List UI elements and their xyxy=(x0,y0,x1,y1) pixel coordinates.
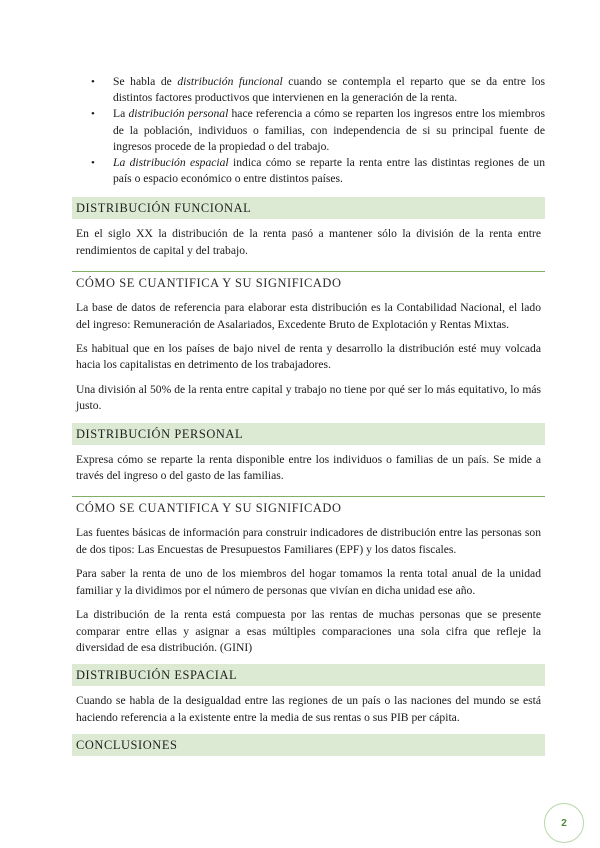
subheading-funcional: CÓMO SE CUANTIFICA Y SU SIGNIFICADO xyxy=(72,271,545,294)
paragraph: La base de datos de referencia para elaborar esta distribución es la Contabilidad Nacional, el lado del ingreso: Remuneración de Asalariados, Excedente Bruto de Explotación y Rentas Mixtas. xyxy=(76,301,541,331)
paragraph: La distribución de la renta está compuesta por las rentas de muchas personas que se presente comparar entre ellas y asignar a esas múltiples comparaciones una sola cifra que refleje la diversidad de esa distribución. (GINI) xyxy=(76,608,541,654)
section-heading-espacial: DISTRIBUCIÓN ESPACIAL xyxy=(72,664,545,686)
paragraph: En el siglo XX la distribución de la renta pasó a mantener sólo la división de la renta entre rendimientos de capital y del trabajo. xyxy=(76,227,541,257)
page-number: 2 xyxy=(544,803,584,843)
section-heading-conclusiones: CONCLUSIONES xyxy=(72,734,545,756)
paragraph: Es habitual que en los países de bajo nivel de renta y desarrollo la distribución esté muy volcada hacia los capitalistas en detrimento de los trabajadores. xyxy=(76,342,541,372)
section-heading-funcional: DISTRIBUCIÓN FUNCIONAL xyxy=(72,197,545,219)
document-body xyxy=(72,74,545,763)
paragraph: Cuando se habla de la desigualdad entre las regiones de un país o las naciones del mundo se está haciendo referencia a la existente entre la media de sus rentas o sus PIB per cápita. xyxy=(76,694,541,724)
paragraph: Para saber la renta de uno de los miembros del hogar tomamos la renta total anual de la unidad familiar y la dividimos por el número de personas que vivían en dicha unidad ese año. xyxy=(76,567,541,597)
definition-list xyxy=(72,74,545,187)
list-item: • La distribución personal hace referencia a cómo se reparten los ingresos entre los miembros de la población, individuos o familias, con independencia de si su principal fuente de ingresos procede de la propiedad o del trabajo. xyxy=(91,107,545,153)
paragraph: Las fuentes básicas de información para construir indicadores de distribución entre las personas son de dos tipos: Las Encuestas de Presupuestos Familiares (EPF) y los datos fiscales. xyxy=(76,526,541,556)
section-heading-personal: DISTRIBUCIÓN PERSONAL xyxy=(72,423,545,445)
paragraph: Una división al 50% de la renta entre capital y trabajo no tiene por qué ser lo más equitativo, lo más justo. xyxy=(76,382,541,413)
subheading-personal: CÓMO SE CUANTIFICA Y SU SIGNIFICADO xyxy=(72,496,545,519)
bullet-icon: • xyxy=(91,157,95,170)
list-item: • Se habla de distribución funcional cuando se contempla el reparto que se da entre los distintos factores productivos que intervienen en la generación de la renta. xyxy=(91,75,545,105)
bullet-icon: • xyxy=(91,108,95,121)
list-item: • La distribución espacial indica cómo se reparte la renta entre las distintas regiones de un país o espacio económico o entre distintos países. xyxy=(91,156,546,186)
paragraph: Expresa cómo se reparte la renta disponible entre los individuos o familias de un país. Se mide a través del ingreso o del gasto de las familias. xyxy=(76,452,541,483)
bullet-icon: • xyxy=(91,76,95,88)
